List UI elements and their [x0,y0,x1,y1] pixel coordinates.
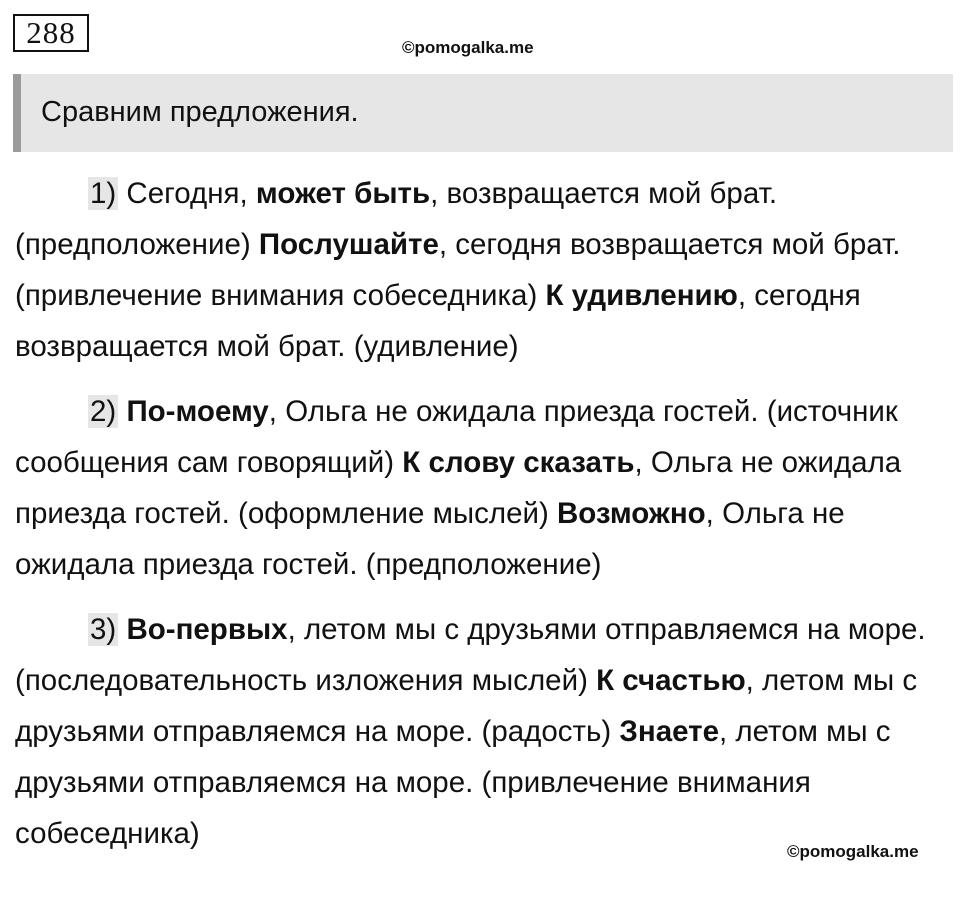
emphasized-phrase: Возможно [556,497,706,530]
section-title: Сравним предложения. [41,96,359,128]
text-run: , возвращается мой брат. (предположение) [15,177,778,261]
watermark-bottom: ©pomogalka.me [787,842,919,861]
item-number: 1) [90,177,117,210]
section-header [13,74,953,152]
task-number-box: 288 [13,14,89,52]
emphasized-phrase: Знаете [619,715,719,748]
text-run: , сегодня возвращается мой брат. (удивление) [15,279,861,363]
answer-text [15,168,945,859]
watermark-top: ©pomogalka.me [402,38,534,57]
emphasized-phrase: К слову сказать [402,446,635,479]
text-run: , Ольга не ожидала приезда гостей. (оформление мыслей) [15,446,902,530]
text-run: , сегодня возвращается мой брат. (привлечение внимания собеседника) [15,228,901,312]
emphasized-phrase: может быть [255,177,431,210]
text-run: , летом мы с друзьями отправляемся на море. (привлечение внимания собеседника) [15,715,891,850]
paragraph-3 [15,604,945,859]
emphasized-phrase: Во-первых [126,613,288,646]
text-run: , Ольга не ожидала приезда гостей. (источник сообщения сам говорящий) [15,395,898,479]
emphasized-phrase: К счастью [596,664,746,697]
emphasized-phrase: К удивлению [545,279,738,312]
emphasized-phrase: Послушайте [258,228,439,261]
paragraph-2 [15,386,945,590]
emphasized-phrase: По-моему [126,395,269,428]
item-number: 2) [90,395,117,428]
text-run: , летом мы с друзьями отправляемся на море. (радость) [15,664,918,748]
text-run: , летом мы с друзьями отправляемся на море. (последовательность изложения мыслей) [15,613,926,697]
text-run: Сегодня, [118,177,256,210]
paragraph-1 [15,168,945,372]
item-number: 3) [90,613,117,646]
text-run: , Ольга не ожидала приезда гостей. (предположение) [15,497,845,581]
